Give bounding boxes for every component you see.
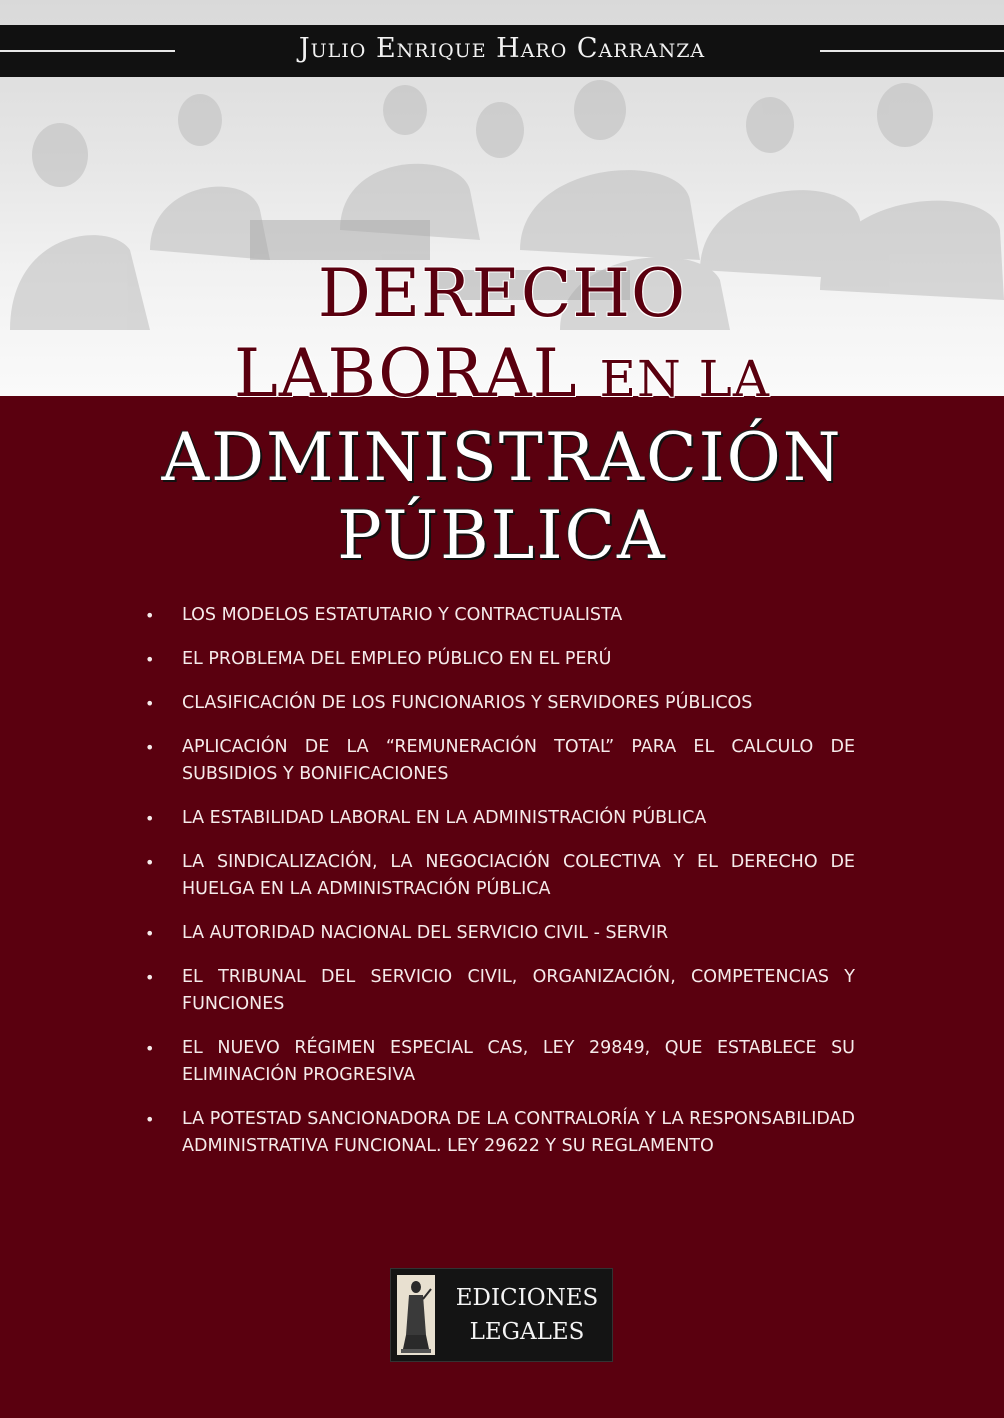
bullet-icon: •: [145, 650, 155, 669]
list-item: • LOS MODELOS ESTATUTARIO Y CONTRACTUALISTA: [145, 602, 855, 629]
author-name: Julio Enrique Haro Carranza: [298, 33, 706, 64]
title-line-3: ADMINISTRACIÓN: [161, 419, 843, 496]
bullet-icon: •: [145, 1039, 155, 1058]
bullet-icon: •: [145, 968, 155, 987]
list-item: • LA POTESTAD SANCIONADORA DE LA CONTRALORÍA Y LA RESPONSABILIDAD ADMINISTRATIVA FUNCIONAL. LEY 29622 Y SU REGLAMENTO: [145, 1106, 855, 1160]
bullet-icon: •: [145, 853, 155, 872]
publisher-logo: [390, 1268, 613, 1362]
topics-list: [145, 602, 855, 1177]
bullet-icon: •: [145, 738, 155, 757]
list-item: • CLASIFICACIÓN DE LOS FUNCIONARIOS Y SERVIDORES PÚBLICOS: [145, 690, 855, 717]
title-line-2-main: LABORAL: [234, 335, 578, 412]
author-band: [0, 25, 1004, 77]
bullet-icon: •: [145, 606, 155, 625]
title-line-1: DERECHO: [317, 255, 687, 332]
title-line-4: PÚBLICA: [337, 497, 667, 574]
list-item: • LA SINDICALIZACIÓN, LA NEGOCIACIÓN COLECTIVA Y EL DERECHO DE HUELGA EN LA ADMINISTRACIÓN PÚBLICA: [145, 849, 855, 903]
list-item: • EL TRIBUNAL DEL SERVICIO CIVIL, ORGANIZACIÓN, COMPETENCIAS Y FUNCIONES: [145, 964, 855, 1018]
bullet-icon: •: [145, 809, 155, 828]
list-item: • EL NUEVO RÉGIMEN ESPECIAL CAS, LEY 29849, QUE ESTABLECE SU ELIMINACIÓN PROGRESIVA: [145, 1035, 855, 1089]
title-line-2: [0, 334, 1004, 419]
publisher-name: [447, 1281, 607, 1349]
title-line-2-small: EN LA: [599, 350, 770, 408]
bullet-icon: •: [145, 1110, 155, 1129]
publisher-line-2: LEGALES: [469, 1319, 585, 1345]
publisher-line-1: EDICIONES: [455, 1285, 599, 1311]
justice-statue-icon: [397, 1275, 435, 1355]
list-item: • LA AUTORIDAD NACIONAL DEL SERVICIO CIVIL - SERVIR: [145, 920, 855, 947]
list-item: • APLICACIÓN DE LA “REMUNERACIÓN TOTAL” PARA EL CALCULO DE SUBSIDIOS Y BONIFICACIONES: [145, 734, 855, 788]
list-item: • EL PROBLEMA DEL EMPLEO PÚBLICO EN EL PERÚ: [145, 646, 855, 673]
list-item: • LA ESTABILIDAD LABORAL EN LA ADMINISTRACIÓN PÚBLICA: [145, 805, 855, 832]
bullet-icon: •: [145, 694, 155, 713]
book-title: [0, 254, 1004, 575]
bullet-icon: •: [145, 924, 155, 943]
